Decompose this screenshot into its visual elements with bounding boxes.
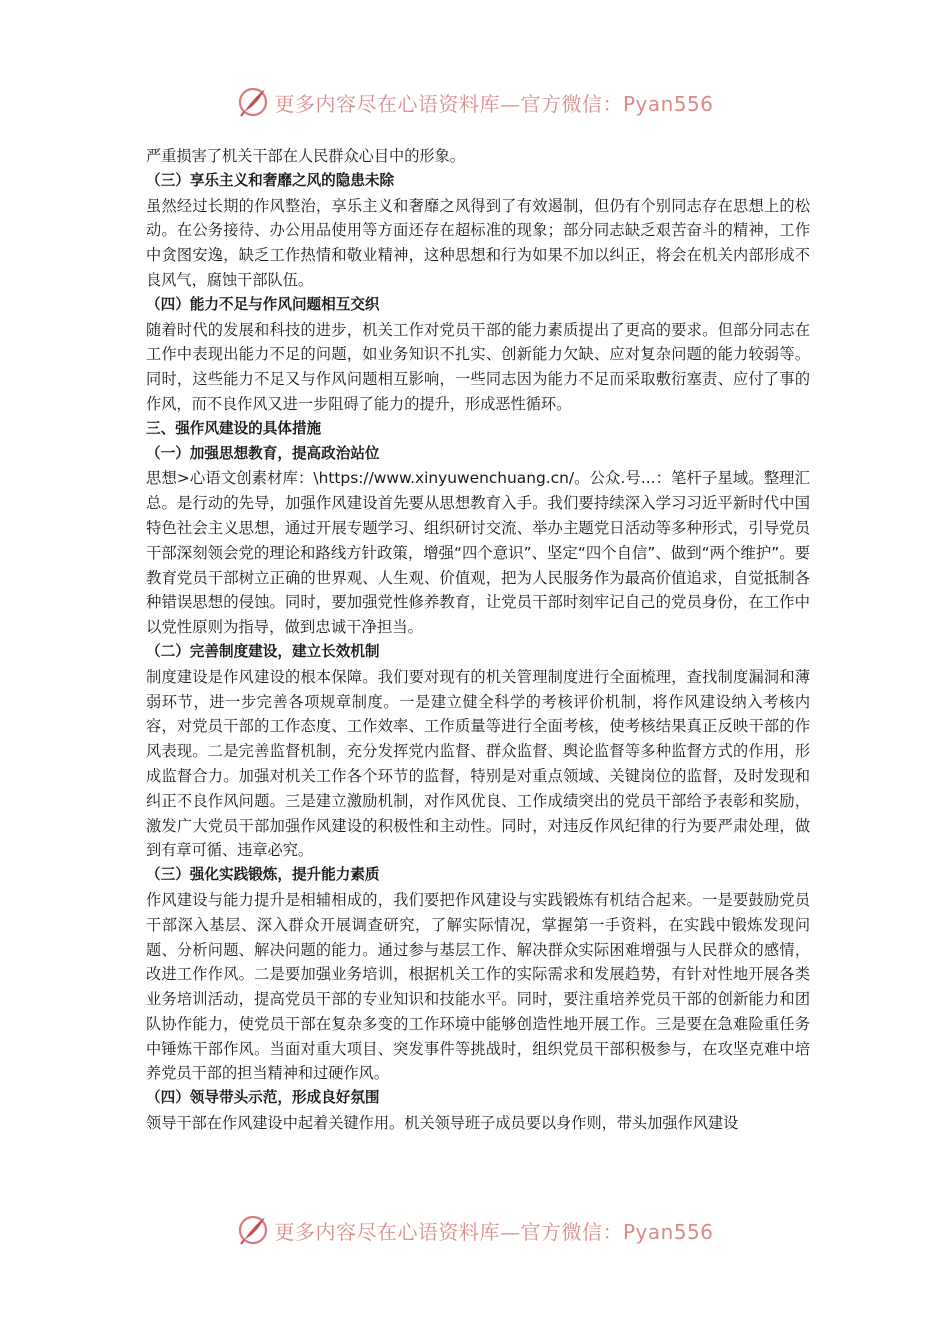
section-heading: （一）加强思想教育，提高政治站位 — [146, 444, 380, 462]
section-heading: （三）享乐主义和奢靡之风的隐患未除 — [146, 171, 395, 189]
section-heading: （二）完善制度建设，建立长效机制 — [146, 642, 380, 660]
paragraph: 随着时代的发展和科技的进步，机关工作对党员干部的能力素质提出了更高的要求。但部分同志在工作中表现出能力不足的问题，如业务知识不扎实、创新能力欠缺、应对复杂问题的能力较弱等。同时，这些能力不足又与作风问题相互影响，一些同志因为能力不足而采取敷衍塞责、应付了事的作风，而不良作风又进一步阻碍了能力的提升，形成恶性循环。 — [146, 320, 810, 413]
section-heading: （四）能力不足与作风问题相互交织 — [146, 295, 380, 313]
footer-banner — [0, 1210, 950, 1250]
header-banner — [0, 82, 950, 122]
paragraph: 思想>心语文创素材库：\https://www.xinyuwenchuang.cn/。公众.号...：笔杆子星域。整理汇总。是行动的先导，加强作风建设首先要从思想教育入手。我们要持续深入学习习近平新时代中国特色社会主义思想，通过开展专题学习、组织研讨交流、举办主题党日活动等多种形式，引导党员干部深刻领会党的理论和路线方针政策，增强“四个意识”、坚定“四个自信”、做到“两个维护”。要教育党员干部树立正确的世界观、人生观、价值观，把为人民服务作为最高价值追求，自觉抵制各种错误思想的侵蚀。同时，要加强党性修养教育，让党员干部时刻牢记自己的党员身份，在工作中以党性原则为指导，做到忠诚干净担当。 — [146, 469, 810, 637]
chapter-heading: 三、强作风建设的具体措施 — [146, 419, 322, 437]
quill-pen-logo-icon — [236, 85, 270, 119]
paragraph: 作风建设与能力提升是相辅相成的，我们要把作风建设与实践锻炼有机结合起来。一是要鼓励党员干部深入基层、深入群众开展调查研究，了解实际情况，掌握第一手资料，在实践中锻炼发现问题、分析问题、解决问题的能力。通过参与基层工作、解决群众实际困难增强与人民群众的感情，改进工作作风。二是要加强业务培训，根据机关工作的实际需求和发展趋势，有针对性地开展各类业务培训活动，提高党员干部的专业知识和技能水平。同时，要注重培养党员干部的创新能力和团队协作能力，使党员干部在复杂多变的工作环境中能够创造性地开展工作。三是要在急难险重任务中锤炼干部作风。当面对重大项目、突发事件等挑战时，组织党员干部积极参与，在攻坚克难中培养党员干部的担当精神和过硬作风。 — [146, 890, 810, 1083]
section-heading: （三）强化实践锻炼，提升能力素质 — [146, 866, 380, 884]
quill-pen-logo-icon — [236, 1213, 270, 1247]
banner-text: 更多内容尽在心语资料库—官方微信：Pyan556 — [274, 91, 714, 116]
section-heading: （四）领导带头示范，形成良好氛围 — [146, 1089, 380, 1107]
paragraph: 虽然经过长期的作风整治，享乐主义和奢靡之风得到了有效遏制，但仍有个别同志存在思想上的松动。在公务接待、办公用品使用等方面还存在超标准的现象；部分同志缺乏艰苦奋斗的精神，工作中贪图安逸，缺乏工作热情和敬业精神，这种思想和行为如果不加以纠正，将会在机关内部形成不良风气，腐蚀干部队伍。 — [146, 196, 810, 289]
paragraph: 制度建设是作风建设的根本保障。我们要对现有的机关管理制度进行全面梳理，查找制度漏洞和薄弱环节，进一步完善各项规章制度。一是建立健全科学的考核评价机制，将作风建设纳入考核内容，对党员干部的工作态度、工作效率、工作质量等进行全面考核，使考核结果真正反映干部的作风表现。二是完善监督机制，充分发挥党内监督、群众监督、舆论监督等多种监督方式的作用，形成监督合力。加强对机关工作各个环节的监督，特别是对重点领域、关键岗位的监督，及时发现和纠正不良作风问题。三是建立激励机制，对作风优良、工作成绩突出的党员干部给予表彰和奖励，激发广大党员干部加强作风建设的积极性和主动性。同时，对违反作风纪律的行为要严肃处理，做到有章可循、违章必究。 — [146, 667, 810, 860]
document-body — [146, 144, 810, 1136]
wechat-id: Pyan556 — [622, 91, 714, 116]
banner-text: 更多内容尽在心语资料库—官方微信：Pyan556 — [274, 1219, 714, 1244]
wechat-id: Pyan556 — [622, 1219, 714, 1244]
paragraph: 严重损害了机关干部在人民群众心目中的形象。 — [146, 147, 465, 165]
paragraph: 领导干部在作风建设中起着关键作用。机关领导班子成员要以身作则，带头加强作风建设 — [146, 1114, 739, 1133]
